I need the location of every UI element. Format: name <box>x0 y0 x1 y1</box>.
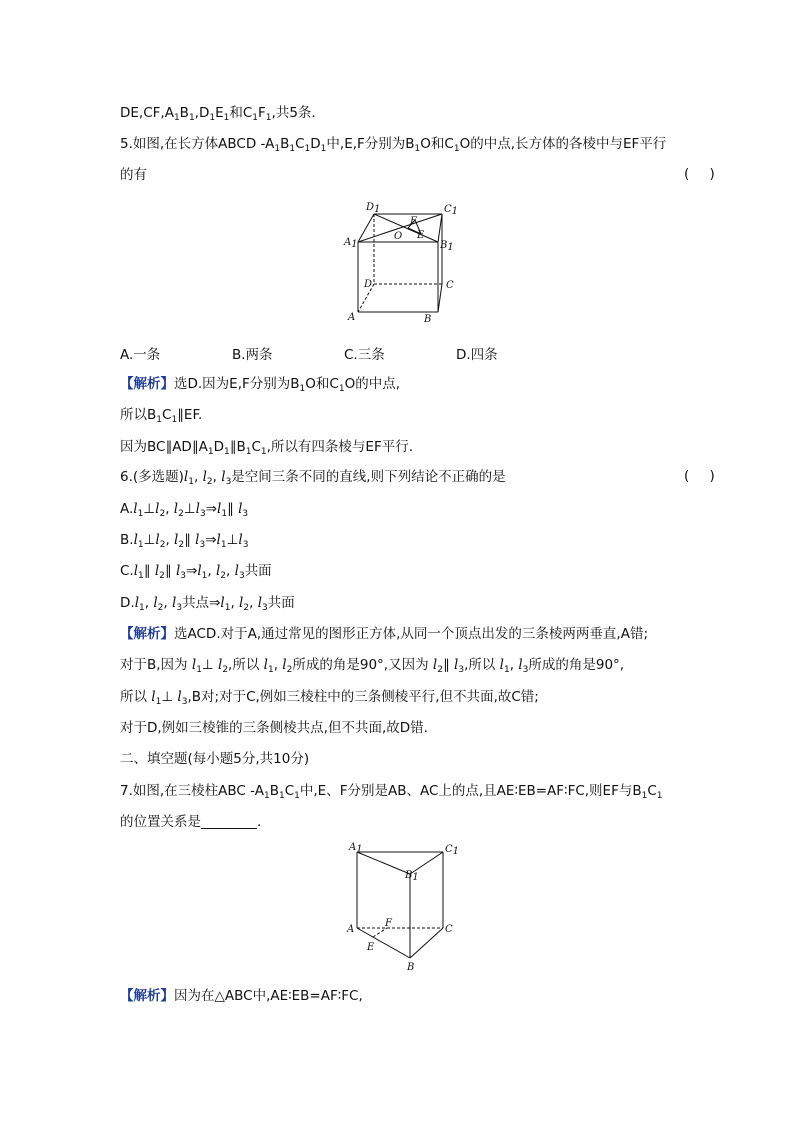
label-C: C <box>446 280 454 291</box>
q6-solution-line4: 对于D,例如三棱锥的三条侧棱共点,但不共面,故D错. <box>120 720 428 736</box>
cuboid-figure <box>340 200 460 325</box>
q5-stem-line1: 5.如图,在长方体ABCD $-A_1B_1C_1D_1$中,E,F分别为$B_1O$和$C_1O$的中点,长方体的各棱中与EF平行 <box>120 136 667 154</box>
q6-stem: 6.(多选题)$l_1$, $l_2$, $l_3$是空间三条不同的直线,则下列结论不正确的是 <box>120 469 506 487</box>
label-C1: C1 <box>445 844 460 857</box>
q5-solution-line2: 所以$B_1C_1\parallel EF$. <box>120 407 203 425</box>
q6-option-d: $D.l_1$, $l_2$, $l_3$共点$\Rightarrow l_1$, $l_2$, $l_3$共面 <box>120 595 295 613</box>
label-F: F <box>385 918 392 929</box>
q7-stem-line1: 7.如图,在三棱柱ABC $-A_1B_1C_1$中,E、F分别是AB、AC上的点,且AE∶EB=AF∶FC,则EF与$B_1C_1$ <box>120 783 663 801</box>
label-A1: A1 <box>349 842 363 855</box>
label-C1: C1 <box>444 204 459 217</box>
q6-option-b: $B.l_1\perp l_2$, $l_2\parallel$ $l_3\Rightarrow l_1\perp l_3$ <box>120 532 249 550</box>
answer-blank[interactable] <box>201 814 257 829</box>
label-B: B <box>407 962 415 973</box>
label-E: E <box>367 942 375 953</box>
q6-answer-paren: ( ) <box>684 468 723 484</box>
label-A: A <box>347 924 355 935</box>
q5-answer-paren: ( ) <box>684 166 723 182</box>
label-E: E <box>417 230 425 241</box>
q5-solution-line1: 【解析】选D.因为E,F分别为$B_1O$和$C_1O$的中点, <box>120 376 400 394</box>
label-B1: B1 <box>440 240 454 253</box>
q5-solution-line3: 因为$BC\parallel AD\parallel A_1D_1\parallel B_1C_1$,所以有四条棱与EF平行. <box>120 439 414 457</box>
q5-option-d: D.四条 <box>456 347 498 363</box>
q6-solution-line3: 所以 $l_1\perp$ $l_3,B$对;对于C,例如三棱柱中的三条侧棱平行,但不共面,故C错; <box>120 689 539 707</box>
label-B1: B1 <box>405 870 419 883</box>
q4-answer-tail: $DE,CF,A_1B_1,D_1E_1$和$C_1F_1$,共5条. <box>120 105 316 123</box>
q6-solution-line2: 对于B,因为 $l_1\perp$ $l_2$,所以 $l_1$, $l_2$所成的角是90°,又因为 $l_2\parallel$ $l_3$,所以 $l_1$, $l_3$所成的角是90°, <box>120 657 625 675</box>
q5-stem-line2: 的有 <box>120 167 147 183</box>
label-D: D <box>364 279 373 290</box>
q6-solution-line1: 【解析】选ACD.对于A,通过常见的图形正方体,从同一个顶点出发的三条棱两两垂直,A错; <box>120 626 649 642</box>
label-A1: A1 <box>344 237 358 250</box>
label-F: F <box>410 216 417 227</box>
q6-option-c: $C.l_1\parallel$ $l_2\parallel$ $l_3\Rightarrow l_1$, $l_2$, $l_3$共面 <box>120 563 272 581</box>
label-B: B <box>424 314 432 325</box>
q7-stem-line2: 的位置关系是 . <box>120 814 262 830</box>
prism-figure <box>345 840 460 975</box>
q6-option-a: $A.l_1\perp l_2$, $l_2\perp l_3\Rightarrow l_1\parallel$ $l_3$ <box>120 501 249 519</box>
label-D1: D1 <box>366 202 381 215</box>
q5-option-b: B.两条 <box>232 347 273 363</box>
q5-option-c: C.三条 <box>344 347 385 363</box>
q5-option-a: A.一条 <box>120 347 161 363</box>
label-C: C <box>445 924 453 935</box>
label-A: A <box>348 312 356 323</box>
q7-solution-line1: 【解析】因为在△ABC中,AE∶EB=AF∶FC, <box>120 988 363 1004</box>
section-heading: 二、填空题(每小题5分,共10分) <box>120 751 310 767</box>
label-O: O <box>394 231 403 242</box>
